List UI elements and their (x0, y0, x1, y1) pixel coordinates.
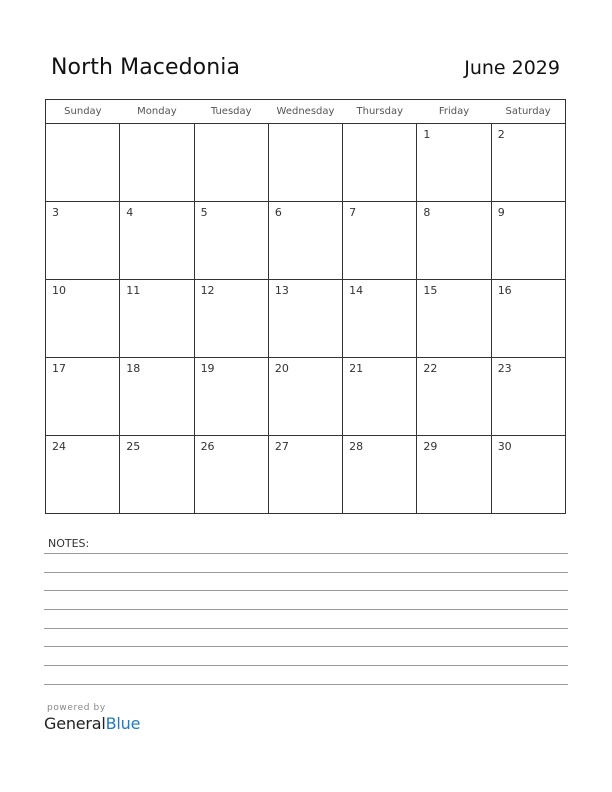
day-number: 11 (126, 284, 141, 297)
day-cell (417, 358, 491, 436)
day-cell (343, 202, 417, 280)
day-number: 14 (349, 284, 364, 297)
day-cell (268, 436, 342, 514)
day-cell (491, 436, 565, 514)
day-number (120, 124, 193, 129)
day-cell (343, 358, 417, 436)
day-number: 12 (200, 284, 215, 297)
day-cell (417, 280, 491, 358)
day-number: 19 (200, 362, 215, 375)
day-number: 20 (274, 362, 289, 375)
week-row (46, 124, 566, 202)
week-row (46, 358, 566, 436)
day-number: 9 (497, 206, 505, 219)
day-number: 30 (497, 440, 512, 453)
day-cell (491, 280, 565, 358)
note-line (44, 684, 568, 685)
week-row (46, 436, 566, 514)
day-number: 21 (349, 362, 364, 375)
weekday-thursday: Thursday (343, 100, 417, 124)
day-cell (194, 358, 268, 436)
day-number: 13 (274, 284, 289, 297)
day-number: 16 (497, 284, 512, 297)
country-title: North Macedonia (51, 55, 241, 80)
day-cell (343, 280, 417, 358)
week-row (46, 202, 566, 280)
day-cell (46, 436, 120, 514)
day-cell (268, 358, 342, 436)
day-number: 8 (423, 206, 431, 219)
day-number: 7 (349, 206, 357, 219)
day-cell (491, 202, 565, 280)
weekday-tuesday: Tuesday (194, 100, 268, 124)
day-cell (491, 358, 565, 436)
day-cell (120, 202, 194, 280)
day-cell (46, 124, 120, 202)
note-line (44, 590, 568, 591)
day-cell (343, 124, 417, 202)
day-number: 17 (52, 362, 66, 375)
day-cell (46, 202, 120, 280)
brand-name (44, 714, 140, 733)
day-number (343, 124, 416, 129)
day-cell (417, 124, 491, 202)
day-number (195, 124, 268, 129)
day-cell (491, 124, 565, 202)
day-number: 6 (274, 206, 282, 219)
note-line (44, 572, 568, 573)
day-number: 15 (423, 284, 438, 297)
day-number: 22 (423, 362, 438, 375)
day-cell (268, 202, 342, 280)
day-cell (120, 436, 194, 514)
day-number (269, 124, 342, 129)
notes-label: NOTES: (48, 537, 90, 550)
week-row (46, 280, 566, 358)
day-cell (417, 436, 491, 514)
powered-by-text: powered by (47, 703, 106, 713)
day-number: 28 (349, 440, 364, 453)
note-line (44, 609, 568, 610)
day-cell (194, 436, 268, 514)
day-number: 18 (126, 362, 141, 375)
day-cell (194, 202, 268, 280)
weekday-friday: Friday (417, 100, 491, 124)
day-number: 5 (200, 206, 208, 219)
day-cell (417, 202, 491, 280)
day-number: 23 (497, 362, 512, 375)
day-cell (46, 280, 120, 358)
day-cell (194, 124, 268, 202)
day-cell (268, 124, 342, 202)
day-cell (194, 280, 268, 358)
note-line (44, 553, 568, 554)
weekday-header-row (46, 100, 566, 124)
day-cell (120, 280, 194, 358)
day-cell (46, 358, 120, 436)
weekday-sunday: Sunday (46, 100, 120, 124)
generalblue-logo (44, 703, 140, 733)
calendar-grid (45, 99, 566, 514)
brand-blue-text: Blue (105, 714, 141, 733)
day-number: 24 (52, 440, 66, 453)
day-number: 25 (126, 440, 141, 453)
note-line (44, 646, 568, 647)
day-number: 1 (423, 128, 431, 141)
day-number: 3 (52, 206, 59, 219)
day-cell (343, 436, 417, 514)
day-number: 27 (274, 440, 289, 453)
weekday-wednesday: Wednesday (268, 100, 342, 124)
day-number: 26 (200, 440, 215, 453)
day-number: 29 (423, 440, 438, 453)
day-cell (120, 358, 194, 436)
day-number: 4 (126, 206, 134, 219)
note-line (44, 665, 568, 666)
day-number (46, 124, 119, 129)
day-cell (268, 280, 342, 358)
day-number: 10 (52, 284, 66, 297)
month-year-title: June 2029 (464, 57, 560, 79)
weekday-saturday: Saturday (491, 100, 565, 124)
brand-general-text: General (44, 714, 106, 733)
day-number: 2 (497, 128, 505, 141)
weekday-monday: Monday (120, 100, 194, 124)
note-line (44, 628, 568, 629)
day-cell (120, 124, 194, 202)
